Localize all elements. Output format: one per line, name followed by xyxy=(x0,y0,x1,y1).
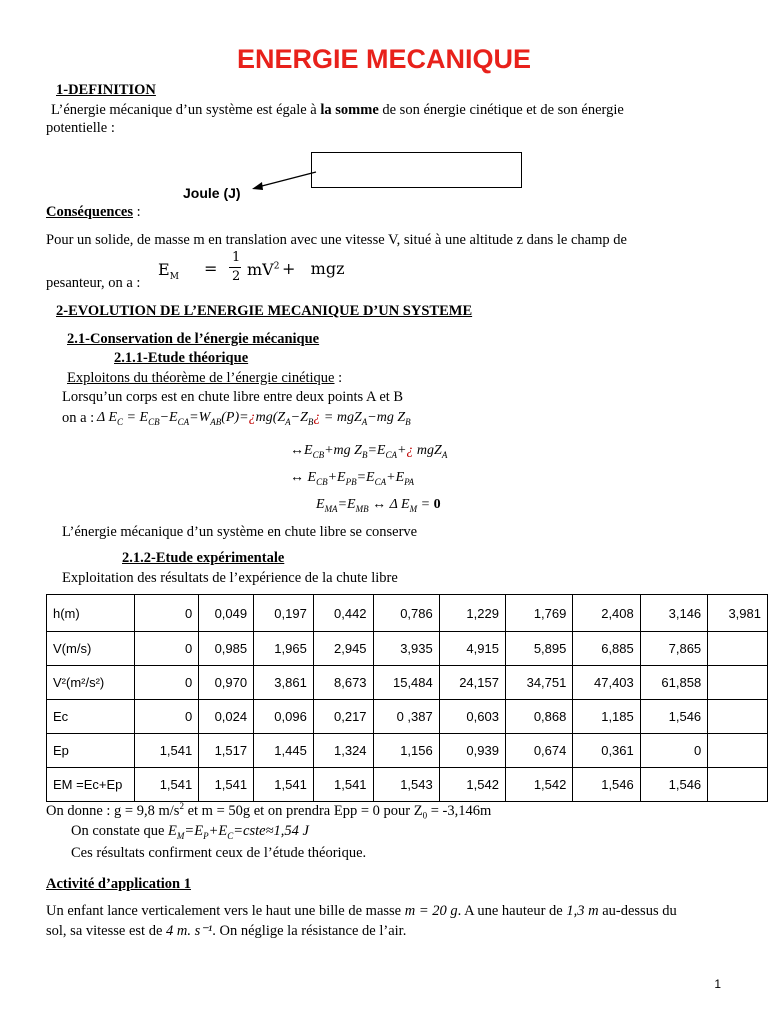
table-cell: 0,096 xyxy=(254,700,314,734)
row-label: h(m) xyxy=(47,595,135,632)
table-cell xyxy=(708,666,768,700)
definition-emphasis: la somme xyxy=(320,102,379,118)
confirmation-line: Ces résultats confirment ceux de l’étude théorique. xyxy=(71,845,367,861)
formula-potential: + mgz xyxy=(282,259,345,278)
table-cell: 3,861 xyxy=(254,666,314,700)
height-value: 1,3 m xyxy=(566,903,599,919)
table-cell: 0 xyxy=(640,734,707,768)
definition-line-1 xyxy=(51,101,624,119)
table-cell: 34,751 xyxy=(505,666,572,700)
table-cell: 0,970 xyxy=(199,666,254,700)
row-label: Ec xyxy=(47,700,135,734)
speed-value: 4 m. s⁻¹ xyxy=(166,923,213,939)
definition-line-2: potentielle : xyxy=(46,120,115,136)
section-1-heading: 1-DEFINITION xyxy=(56,82,156,98)
observation-equation: $E_M=E_P+E_C=cste\approx 1,54$ J xyxy=(168,823,309,841)
table-row xyxy=(47,632,768,666)
table-row xyxy=(47,666,768,700)
table-cell: 1,156 xyxy=(373,734,439,768)
equation-1: Δ $E_C$ = $E_{CB}-E_{CA}=W_{AB}(P)=¿mg(Z_A-Z_B¿ = mgZ_A-mg$ $Z_B$ xyxy=(97,410,411,427)
table-cell: 1,546 xyxy=(573,768,640,802)
theorem-line xyxy=(67,369,342,387)
table-cell: 1,542 xyxy=(505,768,572,802)
table-cell: 15,484 xyxy=(373,666,439,700)
table-cell: 47,403 xyxy=(573,666,640,700)
table-cell: 0 xyxy=(134,595,199,632)
table-cell: 1,543 xyxy=(373,768,439,802)
table-cell xyxy=(708,734,768,768)
fraction-numerator: 1 xyxy=(232,250,241,265)
definition-text-c: de son énergie cinétique et de son énergie xyxy=(378,102,624,118)
activity-line-1: Un enfant lance verticalement vers le haut une bille de masse m = 20 g. A une hauteur de 1,3 m au-dessus du xyxy=(46,903,677,919)
table-row xyxy=(47,595,768,632)
theorem-colon: : xyxy=(334,370,343,386)
consequences-heading xyxy=(46,203,141,221)
table-cell: 0 xyxy=(134,700,199,734)
table-cell xyxy=(708,768,768,802)
table-cell: 1,541 xyxy=(199,768,254,802)
table-cell: 1,517 xyxy=(199,734,254,768)
table-cell: 7,865 xyxy=(640,632,707,666)
table-cell: 0,786 xyxy=(373,595,439,632)
table-cell: 0 ,387 xyxy=(373,700,439,734)
formula-kinetic: $mV^2$ xyxy=(247,260,280,279)
equation-2: $\leftrightarrow E_{CB}+mg$ $Z_B=E_{CA}+¿$ mgZ$_A$ xyxy=(290,443,448,460)
table-cell: 6,885 xyxy=(573,632,640,666)
table-cell: 1,542 xyxy=(439,768,505,802)
table-cell: 4,915 xyxy=(439,632,505,666)
row-label: V²(m²/s²) xyxy=(47,666,135,700)
row-label: Ep xyxy=(47,734,135,768)
table-cell: 2,408 xyxy=(573,595,640,632)
fraction-denominator: 2 xyxy=(232,269,241,284)
theorem-text: Exploitons du théorème de l’énergie cinétique xyxy=(67,370,335,386)
joule-label: Joule (J) xyxy=(183,185,241,201)
table-cell: 0 xyxy=(134,632,199,666)
subsection-2-1-1-heading: 2.1.1-Etude théorique xyxy=(114,350,249,366)
consequences-line-1: Pour un solide, de masse m en translation avec une vitesse V, situé à une altitude z dans le champ de xyxy=(46,232,627,248)
table-cell: 5,895 xyxy=(505,632,572,666)
experiment-intro: Exploitation des résultats de l’expérience de la chute libre xyxy=(62,570,398,586)
page-number: 1 xyxy=(714,977,721,991)
table-cell: 1,769 xyxy=(505,595,572,632)
consequences-line-2: pesanteur, on a : xyxy=(46,275,141,291)
observation-line xyxy=(71,822,309,845)
table-cell xyxy=(708,700,768,734)
table-cell: 61,858 xyxy=(640,666,707,700)
table-cell: 1,541 xyxy=(134,768,199,802)
table-cell: 3,935 xyxy=(373,632,439,666)
results-table xyxy=(46,594,768,802)
definition-text-a: L’énergie mécanique d’un système est égale à xyxy=(51,102,321,118)
section-2-heading: 2-EVOLUTION DE L’ENERGIE MECANIQUE D’UN SYSTEME xyxy=(56,303,473,319)
table-row xyxy=(47,734,768,768)
on-a-label: on a : xyxy=(62,410,95,426)
arrow-icon xyxy=(250,168,320,194)
table-cell: 0,361 xyxy=(573,734,640,768)
row-label: V(m/s) xyxy=(47,632,135,666)
table-cell: 0,603 xyxy=(439,700,505,734)
equation-3: ↔ $E_{CB}+E_{PB}=E_{CA}+E_{PA}$ xyxy=(290,470,414,487)
table-cell: 3,146 xyxy=(640,595,707,632)
given-values: On donne : g = 9,8 $m/s^2$ et m = 50g et on prendra Epp = 0 pour $Z_0 = -3,146m$ xyxy=(46,801,492,821)
table-cell: 0,674 xyxy=(505,734,572,768)
formula-box xyxy=(311,152,522,188)
table-cell: 0,049 xyxy=(199,595,254,632)
table-cell: 24,157 xyxy=(439,666,505,700)
table-cell: 0,939 xyxy=(439,734,505,768)
conservation-conclusion: L’énergie mécanique d’un système en chute libre se conserve xyxy=(62,524,418,540)
table-cell: 0,197 xyxy=(254,595,314,632)
table-cell: 1,541 xyxy=(313,768,373,802)
table-cell: 0,217 xyxy=(313,700,373,734)
mass-value: m = 20 g xyxy=(404,903,458,919)
table-cell: 1,541 xyxy=(134,734,199,768)
activity-line-2: sol, sa vitesse est de 4 m. s⁻¹. On néglige la résistance de l’air. xyxy=(46,923,407,939)
subsection-2-1-2-heading: 2.1.2-Etude expérimentale xyxy=(122,550,285,566)
table-cell: 2,945 xyxy=(313,632,373,666)
activity-heading: Activité d’application 1 xyxy=(46,876,191,892)
table-cell: 0,024 xyxy=(199,700,254,734)
formula-lhs: $E_M$ xyxy=(158,260,179,283)
table-cell: 0,442 xyxy=(313,595,373,632)
consequences-label: Conséquences xyxy=(46,204,134,220)
table-cell: 0,868 xyxy=(505,700,572,734)
page-title: ENERGIE MECANIQUE xyxy=(236,44,532,74)
table-cell: 1,965 xyxy=(254,632,314,666)
table-cell: 1,229 xyxy=(439,595,505,632)
row-label: EM =Ec+Ep xyxy=(47,768,135,802)
table-cell: 0,985 xyxy=(199,632,254,666)
equation-4: $E_{MA}=E_{MB}$ ↔ Δ $E_M = 0$ xyxy=(316,497,441,514)
consequences-colon: : xyxy=(133,204,141,220)
table-row xyxy=(47,700,768,734)
table-cell: 8,673 xyxy=(313,666,373,700)
table-cell: 1,541 xyxy=(254,768,314,802)
table-cell: 1,185 xyxy=(573,700,640,734)
subsection-2-1-heading: 2.1-Conservation de l’énergie mécanique xyxy=(67,331,320,347)
fraction-bar xyxy=(229,267,241,268)
table-cell: 0 xyxy=(134,666,199,700)
free-fall-line: Lorsqu’un corps est en chute libre entre deux points A et B xyxy=(62,389,404,405)
table-cell: 1,324 xyxy=(313,734,373,768)
table-cell: 1,546 xyxy=(640,700,707,734)
observation-text: On constate que xyxy=(71,823,169,839)
formula-equals: = xyxy=(204,259,218,278)
table-cell: 1,445 xyxy=(254,734,314,768)
table-cell: 3,981 xyxy=(708,595,768,632)
table-cell xyxy=(708,632,768,666)
table-cell: 1,546 xyxy=(640,768,707,802)
